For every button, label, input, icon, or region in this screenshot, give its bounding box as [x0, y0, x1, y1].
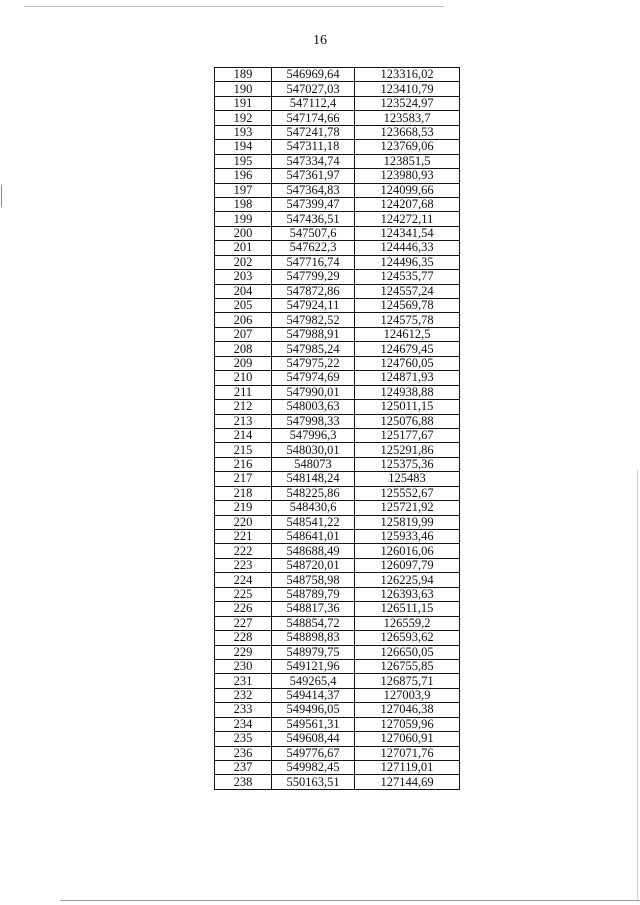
- y-coordinate-cell: 124099,66: [355, 183, 460, 197]
- y-coordinate-cell: 125011,15: [355, 400, 460, 414]
- point-number-cell: 211: [215, 385, 272, 399]
- y-coordinate-cell: 124575,78: [355, 313, 460, 327]
- x-coordinate-cell: 549982,45: [272, 761, 355, 775]
- y-coordinate-cell: 124207,68: [355, 197, 460, 211]
- y-coordinate-cell: 125375,36: [355, 457, 460, 471]
- table-row: [215, 385, 460, 399]
- table-row: [215, 356, 460, 370]
- y-coordinate-cell: 124679,45: [355, 342, 460, 356]
- y-coordinate-cell: 126511,15: [355, 602, 460, 616]
- y-coordinate-cell: 126650,05: [355, 645, 460, 659]
- point-number-cell: 224: [215, 573, 272, 587]
- y-coordinate-cell: 126755,85: [355, 659, 460, 673]
- point-number-cell: 216: [215, 457, 272, 471]
- point-number-cell: 208: [215, 342, 272, 356]
- y-coordinate-cell: 123980,93: [355, 169, 460, 183]
- point-number-cell: 232: [215, 688, 272, 702]
- table-row: [215, 703, 460, 717]
- x-coordinate-cell: 548430,6: [272, 501, 355, 515]
- point-number-cell: 198: [215, 197, 272, 211]
- x-coordinate-cell: 549414,37: [272, 688, 355, 702]
- point-number-cell: 205: [215, 299, 272, 313]
- point-number-cell: 217: [215, 472, 272, 486]
- point-number-cell: 209: [215, 356, 272, 370]
- coordinates-table-body: [215, 68, 460, 790]
- y-coordinate-cell: 126593,62: [355, 631, 460, 645]
- point-number-cell: 236: [215, 746, 272, 760]
- y-coordinate-cell: 127060,91: [355, 732, 460, 746]
- point-number-cell: 196: [215, 169, 272, 183]
- x-coordinate-cell: 549265,4: [272, 674, 355, 688]
- point-number-cell: 189: [215, 68, 272, 82]
- point-number-cell: 215: [215, 443, 272, 457]
- table-row: [215, 486, 460, 500]
- point-number-cell: 221: [215, 530, 272, 544]
- table-row: [215, 616, 460, 630]
- table-row: [215, 197, 460, 211]
- y-coordinate-cell: 124760,05: [355, 356, 460, 370]
- x-coordinate-cell: 548979,75: [272, 645, 355, 659]
- x-coordinate-cell: 547982,52: [272, 313, 355, 327]
- x-coordinate-cell: 548758,98: [272, 573, 355, 587]
- y-coordinate-cell: 127071,76: [355, 746, 460, 760]
- table-row: [215, 284, 460, 298]
- point-number-cell: 225: [215, 587, 272, 601]
- table-row: [215, 125, 460, 139]
- x-coordinate-cell: 547241,78: [272, 125, 355, 139]
- x-coordinate-cell: 547622,3: [272, 241, 355, 255]
- table-row: [215, 255, 460, 269]
- x-coordinate-cell: 548898,83: [272, 631, 355, 645]
- y-coordinate-cell: 124446,33: [355, 241, 460, 255]
- table-row: [215, 530, 460, 544]
- x-coordinate-cell: 550163,51: [272, 775, 355, 789]
- x-coordinate-cell: 547872,86: [272, 284, 355, 298]
- y-coordinate-cell: 124871,93: [355, 371, 460, 385]
- y-coordinate-cell: 125933,46: [355, 530, 460, 544]
- x-coordinate-cell: 548003,63: [272, 400, 355, 414]
- point-number-cell: 227: [215, 616, 272, 630]
- y-coordinate-cell: 124938,88: [355, 385, 460, 399]
- x-coordinate-cell: 547716,74: [272, 255, 355, 269]
- y-coordinate-cell: 123668,53: [355, 125, 460, 139]
- scan-edge-right: [637, 470, 638, 900]
- y-coordinate-cell: 124557,24: [355, 284, 460, 298]
- x-coordinate-cell: 547924,11: [272, 299, 355, 313]
- point-number-cell: 220: [215, 515, 272, 529]
- point-number-cell: 206: [215, 313, 272, 327]
- y-coordinate-cell: 127003,9: [355, 688, 460, 702]
- point-number-cell: 212: [215, 400, 272, 414]
- table-row: [215, 674, 460, 688]
- point-number-cell: 192: [215, 111, 272, 125]
- y-coordinate-cell: 125177,67: [355, 428, 460, 442]
- table-row: [215, 82, 460, 96]
- x-coordinate-cell: 547974,69: [272, 371, 355, 385]
- table-row: [215, 212, 460, 226]
- table-row: [215, 154, 460, 168]
- table-row: [215, 299, 460, 313]
- x-coordinate-cell: 549496,05: [272, 703, 355, 717]
- table-row: [215, 501, 460, 515]
- y-coordinate-cell: 126097,79: [355, 558, 460, 572]
- x-coordinate-cell: 547436,51: [272, 212, 355, 226]
- table-row: [215, 558, 460, 572]
- table-row: [215, 241, 460, 255]
- point-number-cell: 204: [215, 284, 272, 298]
- x-coordinate-cell: 547990,01: [272, 385, 355, 399]
- table-row: [215, 515, 460, 529]
- y-coordinate-cell: 124272,11: [355, 212, 460, 226]
- page-number: 16: [313, 33, 327, 48]
- x-coordinate-cell: 548148,24: [272, 472, 355, 486]
- table-row: [215, 96, 460, 110]
- table-row: [215, 573, 460, 587]
- x-coordinate-cell: 548641,01: [272, 530, 355, 544]
- point-number-cell: 214: [215, 428, 272, 442]
- table-row: [215, 183, 460, 197]
- x-coordinate-cell: 547027,03: [272, 82, 355, 96]
- x-coordinate-cell: 547399,47: [272, 197, 355, 211]
- x-coordinate-cell: 547988,91: [272, 327, 355, 341]
- table-row: [215, 111, 460, 125]
- x-coordinate-cell: 548225,86: [272, 486, 355, 500]
- table-row: [215, 602, 460, 616]
- x-coordinate-cell: 548541,22: [272, 515, 355, 529]
- x-coordinate-cell: 548817,36: [272, 602, 355, 616]
- point-number-cell: 201: [215, 241, 272, 255]
- coordinates-table: [214, 67, 460, 790]
- scan-edge-bottom: [60, 900, 640, 901]
- y-coordinate-cell: 126225,94: [355, 573, 460, 587]
- y-coordinate-cell: 126559,2: [355, 616, 460, 630]
- x-coordinate-cell: 547334,74: [272, 154, 355, 168]
- table-row: [215, 313, 460, 327]
- point-number-cell: 218: [215, 486, 272, 500]
- x-coordinate-cell: 547975,22: [272, 356, 355, 370]
- table-row: [215, 140, 460, 154]
- y-coordinate-cell: 124612,5: [355, 327, 460, 341]
- x-coordinate-cell: 547112,4: [272, 96, 355, 110]
- table-row: [215, 472, 460, 486]
- point-number-cell: 213: [215, 414, 272, 428]
- x-coordinate-cell: 549121,96: [272, 659, 355, 673]
- x-coordinate-cell: 549608,44: [272, 732, 355, 746]
- table-row: [215, 544, 460, 558]
- x-coordinate-cell: 547507,6: [272, 226, 355, 240]
- x-coordinate-cell: 547361,97: [272, 169, 355, 183]
- x-coordinate-cell: 548073: [272, 457, 355, 471]
- point-number-cell: 207: [215, 327, 272, 341]
- x-coordinate-cell: 548789,79: [272, 587, 355, 601]
- y-coordinate-cell: 124341,54: [355, 226, 460, 240]
- y-coordinate-cell: 127059,96: [355, 717, 460, 731]
- point-number-cell: 237: [215, 761, 272, 775]
- point-number-cell: 202: [215, 255, 272, 269]
- scan-edge-top: [24, 6, 444, 7]
- x-coordinate-cell: 547311,18: [272, 140, 355, 154]
- y-coordinate-cell: 125483: [355, 472, 460, 486]
- y-coordinate-cell: 123410,79: [355, 82, 460, 96]
- point-number-cell: 203: [215, 270, 272, 284]
- point-number-cell: 226: [215, 602, 272, 616]
- table-row: [215, 428, 460, 442]
- point-number-cell: 230: [215, 659, 272, 673]
- y-coordinate-cell: 125291,86: [355, 443, 460, 457]
- y-coordinate-cell: 126875,71: [355, 674, 460, 688]
- table-row: [215, 226, 460, 240]
- table-row: [215, 659, 460, 673]
- x-coordinate-cell: 547985,24: [272, 342, 355, 356]
- x-coordinate-cell: 547364,83: [272, 183, 355, 197]
- table-row: [215, 443, 460, 457]
- table-row: [215, 400, 460, 414]
- x-coordinate-cell: 549561,31: [272, 717, 355, 731]
- x-coordinate-cell: 546969,64: [272, 68, 355, 82]
- point-number-cell: 197: [215, 183, 272, 197]
- y-coordinate-cell: 127144,69: [355, 775, 460, 789]
- y-coordinate-cell: 127119,01: [355, 761, 460, 775]
- table-row: [215, 169, 460, 183]
- table-row: [215, 775, 460, 789]
- y-coordinate-cell: 125552,67: [355, 486, 460, 500]
- y-coordinate-cell: 123524,97: [355, 96, 460, 110]
- point-number-cell: 238: [215, 775, 272, 789]
- point-number-cell: 233: [215, 703, 272, 717]
- y-coordinate-cell: 123316,02: [355, 68, 460, 82]
- point-number-cell: 210: [215, 371, 272, 385]
- x-coordinate-cell: 548720,01: [272, 558, 355, 572]
- y-coordinate-cell: 123769,06: [355, 140, 460, 154]
- point-number-cell: 231: [215, 674, 272, 688]
- y-coordinate-cell: 125721,92: [355, 501, 460, 515]
- point-number-cell: 234: [215, 717, 272, 731]
- y-coordinate-cell: 125076,88: [355, 414, 460, 428]
- table-row: [215, 688, 460, 702]
- y-coordinate-cell: 126016,06: [355, 544, 460, 558]
- x-coordinate-cell: 547996,3: [272, 428, 355, 442]
- x-coordinate-cell: 548030,01: [272, 443, 355, 457]
- table-row: [215, 414, 460, 428]
- y-coordinate-cell: 123851,5: [355, 154, 460, 168]
- x-coordinate-cell: 548854,72: [272, 616, 355, 630]
- x-coordinate-cell: 547799,29: [272, 270, 355, 284]
- table-row: [215, 645, 460, 659]
- point-number-cell: 200: [215, 226, 272, 240]
- table-row: [215, 717, 460, 731]
- point-number-cell: 195: [215, 154, 272, 168]
- x-coordinate-cell: 549776,67: [272, 746, 355, 760]
- point-number-cell: 199: [215, 212, 272, 226]
- point-number-cell: 235: [215, 732, 272, 746]
- scan-edge-left: [1, 185, 2, 207]
- point-number-cell: 194: [215, 140, 272, 154]
- x-coordinate-cell: 547174,66: [272, 111, 355, 125]
- point-number-cell: 228: [215, 631, 272, 645]
- point-number-cell: 190: [215, 82, 272, 96]
- table-row: [215, 68, 460, 82]
- y-coordinate-cell: 127046,38: [355, 703, 460, 717]
- table-row: [215, 732, 460, 746]
- y-coordinate-cell: 125819,99: [355, 515, 460, 529]
- point-number-cell: 219: [215, 501, 272, 515]
- table-row: [215, 587, 460, 601]
- x-coordinate-cell: 548688,49: [272, 544, 355, 558]
- y-coordinate-cell: 126393,63: [355, 587, 460, 601]
- table-row: [215, 342, 460, 356]
- table-row: [215, 457, 460, 471]
- point-number-cell: 223: [215, 558, 272, 572]
- point-number-cell: 193: [215, 125, 272, 139]
- point-number-cell: 229: [215, 645, 272, 659]
- table-row: [215, 631, 460, 645]
- table-row: [215, 270, 460, 284]
- x-coordinate-cell: 547998,33: [272, 414, 355, 428]
- table-row: [215, 746, 460, 760]
- table-row: [215, 371, 460, 385]
- y-coordinate-cell: 124535,77: [355, 270, 460, 284]
- y-coordinate-cell: 124496,35: [355, 255, 460, 269]
- table-row: [215, 327, 460, 341]
- y-coordinate-cell: 123583,7: [355, 111, 460, 125]
- y-coordinate-cell: 124569,78: [355, 299, 460, 313]
- point-number-cell: 191: [215, 96, 272, 110]
- point-number-cell: 222: [215, 544, 272, 558]
- table-row: [215, 761, 460, 775]
